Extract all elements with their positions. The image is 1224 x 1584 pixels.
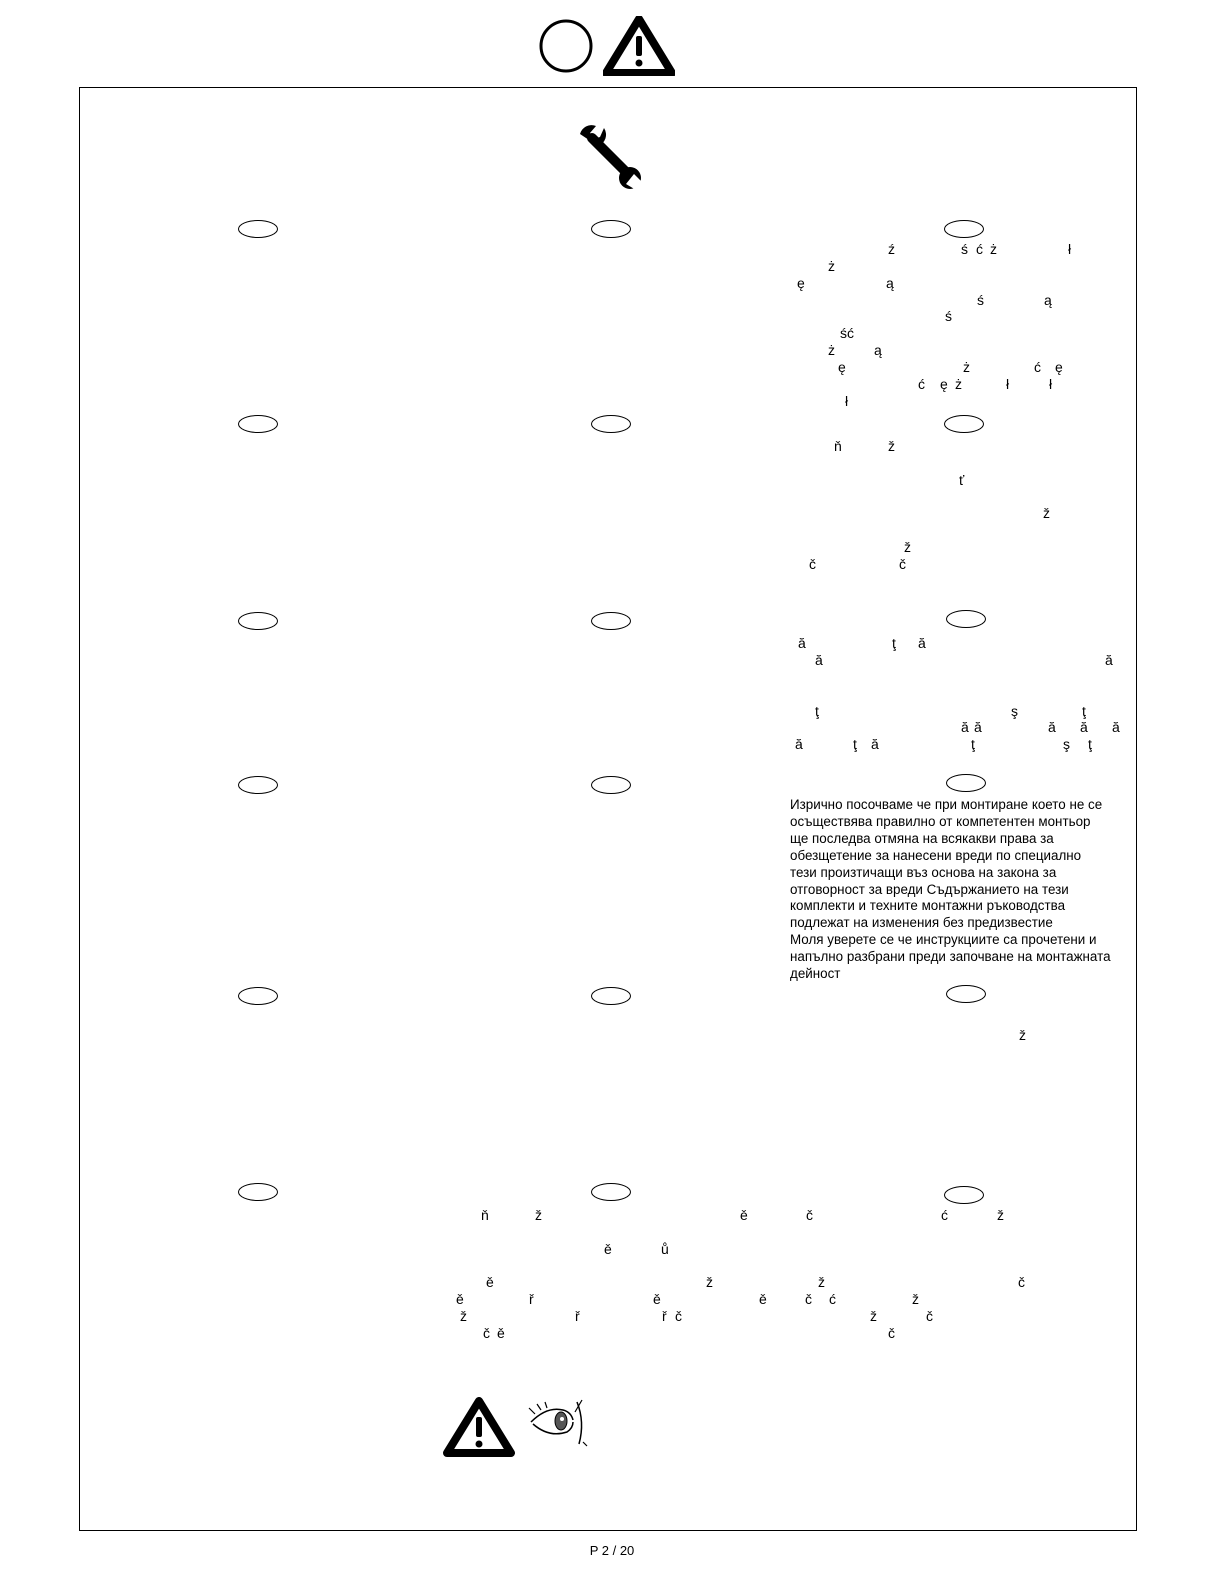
language-oval: [238, 1183, 278, 1201]
residual-char: ą: [886, 275, 894, 291]
language-oval: [238, 987, 278, 1005]
residual-char: ž: [460, 1308, 467, 1324]
residual-char: ę: [1055, 359, 1063, 375]
residual-char: ă: [1080, 719, 1088, 735]
residual-char: ş: [1063, 736, 1070, 752]
residual-char: ů: [661, 1241, 669, 1257]
text-line: Изрично посочваме че при монтиране което не се: [790, 797, 1103, 812]
language-oval: [946, 610, 986, 628]
residual-char: ă: [1048, 719, 1056, 735]
residual-char: ř: [575, 1308, 580, 1324]
residual-char: ż: [990, 241, 997, 257]
residual-char: č: [1018, 1274, 1025, 1290]
page-number: P 2 / 20: [589, 1543, 635, 1558]
residual-char: ł: [1006, 376, 1010, 392]
language-oval: [944, 1186, 984, 1204]
residual-char: ě: [604, 1241, 612, 1257]
eye-icon: [527, 1398, 591, 1448]
residual-char: ň: [834, 438, 842, 454]
residual-char: ř: [529, 1291, 534, 1307]
language-oval: [591, 415, 631, 433]
residual-char: ę: [940, 376, 948, 392]
language-oval: [591, 612, 631, 630]
language-oval: [238, 220, 278, 238]
residual-char: ţ: [853, 736, 857, 752]
language-oval: [591, 1183, 631, 1201]
residual-char: ž: [1043, 505, 1050, 521]
residual-char: ţ: [1082, 703, 1086, 719]
residual-char: ż: [828, 258, 835, 274]
text-line: ще последва отмяна на всякакви права за: [790, 830, 1054, 846]
residual-char: ł: [1049, 376, 1053, 392]
residual-char: ă: [1105, 652, 1113, 668]
residual-char: ă: [1112, 719, 1120, 735]
language-oval: [944, 220, 984, 238]
residual-char: ě: [740, 1207, 748, 1223]
language-oval: [946, 774, 986, 792]
language-oval: [591, 776, 631, 794]
language-oval: [238, 415, 278, 433]
residual-char: ž: [1019, 1027, 1026, 1043]
residual-char: ž: [535, 1207, 542, 1223]
residual-char: ę: [838, 359, 846, 375]
text-line: отговорност за вреди Съдържанието на тези: [790, 881, 1069, 897]
wrench-icon: [576, 124, 646, 192]
language-oval: [944, 415, 984, 433]
language-oval: [238, 776, 278, 794]
residual-char: ć: [918, 376, 925, 392]
residual-char: č: [675, 1308, 682, 1324]
text-line: осъществява правилно от компетентен монтьор: [790, 813, 1091, 829]
residual-char: ă: [795, 736, 803, 752]
residual-char: ż: [955, 376, 962, 392]
text-line: дейност: [790, 966, 841, 982]
residual-char: ě: [486, 1274, 494, 1290]
residual-char: ř: [662, 1308, 667, 1324]
bulgarian-disclaimer: [790, 797, 1136, 983]
residual-char: ă: [961, 719, 969, 735]
residual-char: ž: [997, 1207, 1004, 1223]
residual-char: ň: [481, 1207, 489, 1223]
residual-char: č: [806, 1207, 813, 1223]
residual-char: ź: [888, 241, 895, 257]
language-oval: [591, 220, 631, 238]
residual-char: ă: [918, 635, 926, 651]
residual-char: ă: [815, 652, 823, 668]
residual-char: ć: [976, 241, 983, 257]
residual-char: ţ: [815, 703, 819, 719]
residual-char: ś: [961, 241, 968, 257]
residual-char: č: [805, 1291, 812, 1307]
residual-char: ż: [828, 342, 835, 358]
text-line: напълно разбрани преди започване на монтажната: [790, 949, 1111, 965]
residual-char: ę: [797, 275, 805, 291]
residual-char: ă: [974, 719, 982, 735]
residual-char: ś: [945, 308, 952, 324]
residual-char: ž: [888, 438, 895, 454]
residual-char: ą: [874, 342, 882, 358]
residual-char: č: [809, 556, 816, 572]
residual-char: ě: [497, 1325, 505, 1341]
text-line: подлежат на изменения без предизвестие: [790, 915, 1053, 931]
residual-char: ć: [1034, 359, 1041, 375]
residual-char: ě: [456, 1291, 464, 1307]
residual-char: ă: [798, 635, 806, 651]
residual-char: ş: [1011, 703, 1018, 719]
residual-char: ţ: [971, 736, 975, 752]
residual-char: ť: [959, 472, 965, 488]
text-line: обезщетение за нанесени вреди по специално: [790, 847, 1082, 863]
text-line: Моля уверете се че инструкциите са прочетени и: [790, 932, 1097, 948]
header-circle-icon: [539, 19, 593, 73]
residual-char: č: [483, 1325, 490, 1341]
language-oval: [238, 612, 278, 630]
language-oval: [591, 987, 631, 1005]
header-warning-triangle-icon: [603, 16, 675, 76]
residual-char: ś: [977, 292, 984, 308]
residual-char: ž: [870, 1308, 877, 1324]
residual-char: č: [926, 1308, 933, 1324]
warning-triangle-icon: [443, 1397, 515, 1457]
residual-char: ż: [963, 359, 970, 375]
residual-char: ě: [759, 1291, 767, 1307]
residual-char: ě: [653, 1291, 661, 1307]
residual-char: ţ: [1088, 736, 1092, 752]
residual-char: ţ: [892, 635, 896, 651]
residual-char: č: [899, 556, 906, 572]
residual-char: ł: [845, 393, 849, 409]
residual-char: ž: [912, 1291, 919, 1307]
residual-char: ć: [829, 1291, 836, 1307]
residual-char: č: [888, 1325, 895, 1341]
text-line: тези произтичащи въз основа на закона за: [790, 864, 1057, 880]
residual-char: ă: [871, 736, 879, 752]
residual-char: ć: [941, 1207, 948, 1223]
residual-char: ž: [818, 1274, 825, 1290]
residual-char: ž: [706, 1274, 713, 1290]
residual-char: ł: [1068, 241, 1072, 257]
residual-char: ą: [1044, 292, 1052, 308]
text-line: комплекти и техните монтажни ръководства: [790, 898, 1066, 914]
language-oval: [946, 985, 986, 1003]
residual-char: ž: [904, 539, 911, 555]
residual-char: ść: [840, 325, 854, 341]
